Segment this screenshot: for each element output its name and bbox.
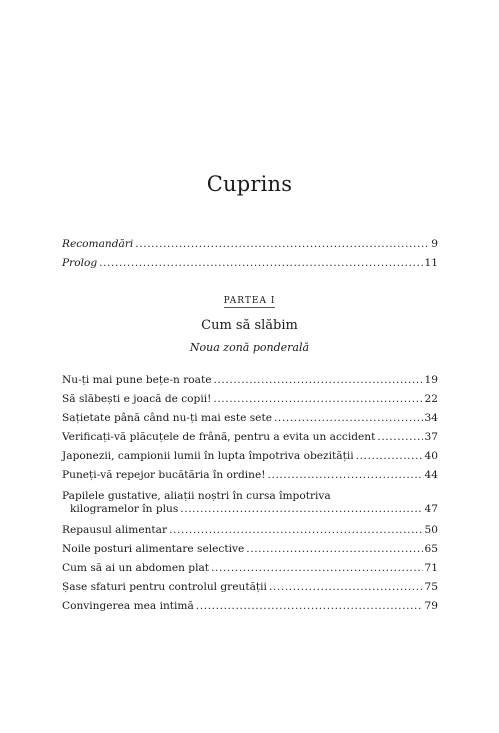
part-label: PARTEA I: [223, 296, 276, 306]
toc-entry-page: 65: [424, 543, 438, 555]
part-subtitle: Noua zonă ponderală: [189, 341, 310, 354]
dot-leader: [356, 450, 423, 463]
toc-entry-page: 44: [424, 469, 438, 481]
toc-entry-page: 47: [424, 503, 438, 515]
toc-entry-title: Nu-ți mai pune bețe-n roate: [62, 374, 212, 386]
toc-entry-title: Convingerea mea intimă: [62, 600, 194, 612]
toc-entry-title: Noile posturi alimentare selective: [62, 543, 245, 555]
toc-entry-page: 9: [431, 238, 438, 250]
dot-leader: [213, 393, 422, 406]
dot-leader: [169, 524, 422, 537]
dot-leader: [268, 469, 423, 482]
dot-leader: [196, 600, 423, 613]
toc-entry-page: 75: [424, 581, 438, 593]
dot-leader: [99, 257, 422, 270]
toc-entry[interactable]: [62, 238, 438, 251]
toc-entry[interactable]: [62, 469, 438, 482]
toc-entry[interactable]: [62, 450, 438, 463]
toc-entry[interactable]: [62, 581, 438, 594]
toc-entry-title: Să slăbești e joacă de copii!: [62, 393, 212, 405]
toc-entry-page: 11: [424, 257, 438, 269]
dot-leader: [180, 503, 422, 516]
toc-entry[interactable]: [62, 412, 438, 425]
toc-entry[interactable]: [62, 562, 438, 575]
toc-entry-title: Prolog: [62, 257, 98, 269]
toc-entry-title: Șase sfaturi pentru controlul greutății: [62, 581, 267, 593]
toc-entry-title: Japonezii, campionii lumii în lupta împotriva obezității: [62, 450, 354, 462]
toc-entry[interactable]: [62, 374, 438, 387]
toc-entry[interactable]: [62, 431, 438, 444]
toc-entry-title: Verificați-vă plăcuțele de frână, pentru a evita un accident: [62, 431, 376, 443]
toc-entry-page: 22: [424, 393, 438, 405]
toc-entry-title: Puneți-vă repejor bucătăria în ordine!: [62, 469, 266, 481]
dot-leader: [269, 581, 423, 594]
dot-leader: [246, 543, 422, 556]
toc-entry[interactable]: [62, 600, 438, 613]
toc-entry[interactable]: [62, 257, 438, 270]
toc-entry[interactable]: [62, 490, 438, 516]
toc-entry[interactable]: [62, 543, 438, 556]
toc-entry-page: 34: [424, 412, 438, 424]
part-title: Cum să slăbim: [201, 318, 298, 333]
toc-entry-page: 37: [424, 431, 438, 443]
toc-entry-title: Sațietate până când nu-ți mai este sete: [62, 412, 272, 424]
toc-entry-page: 79: [424, 600, 438, 612]
dot-leader: [211, 562, 422, 575]
toc-entry-title: Recomandări: [62, 238, 134, 250]
toc-entry-page: 40: [424, 450, 438, 462]
toc-entry-title: Cum să ai un abdomen plat: [62, 562, 210, 574]
toc-entry-page: 71: [424, 562, 438, 574]
toc-entry-title: Repausul alimentar: [62, 524, 168, 536]
dot-leader: [214, 374, 423, 387]
dot-leader: [135, 238, 429, 251]
toc-entry-title: Papilele gustative, aliații noștri în cursa împotriva: [62, 490, 331, 502]
toc-entry-page: 19: [424, 374, 438, 386]
dot-leader: [274, 412, 423, 425]
dot-leader: [377, 431, 422, 444]
toc-entry[interactable]: [62, 393, 438, 406]
toc-entry-page: 50: [424, 524, 438, 536]
toc-entry-title-continued: kilogramelor în plus: [70, 503, 179, 515]
toc-entry[interactable]: [62, 524, 438, 537]
page-title: Cuprins: [206, 172, 293, 196]
